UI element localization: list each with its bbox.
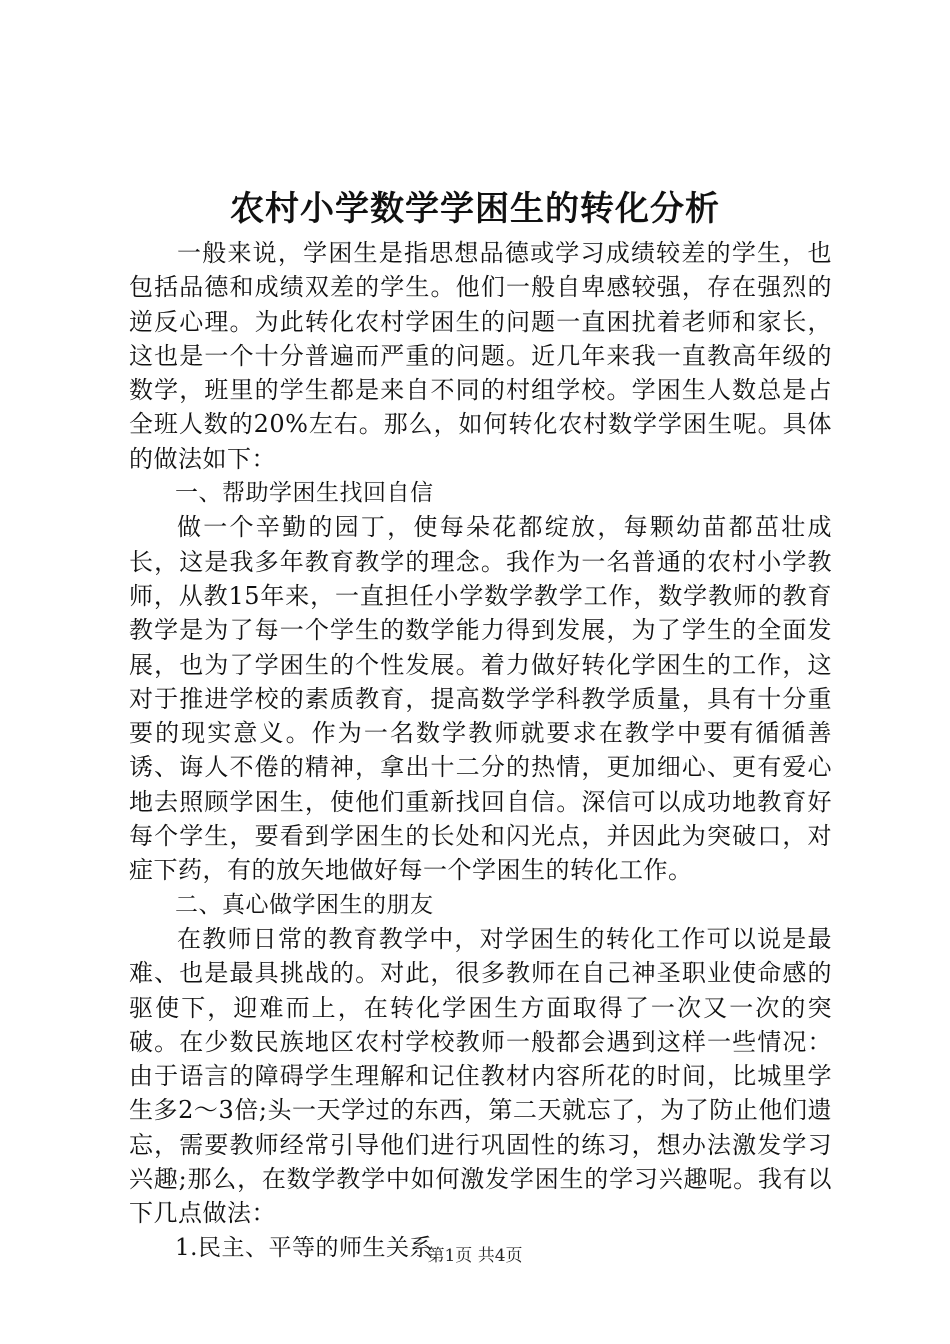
paragraph-intro: 一般来说，学困生是指思想品德或学习成绩较差的学生，也包括品德和成绩双差的学生。他们一般自卑感较强，存在强烈的逆反心理。为此转化农村学困生的问题一直困扰着老师和家长，这也是一个十分普遍而严重的问题。近几年来我一直教高年级的数学，班里的学生都是来自不同的村组学校。学困生人数总是占全班人数的20%左右。那么，如何转化农村数学学困生呢。具体的做法如下： <box>129 239 832 473</box>
section-heading-2: 二、真心做学困生的朋友 <box>175 891 434 918</box>
document-title: 农村小学数学学困生的转化分析 <box>230 189 720 229</box>
paragraph-section-1: 做一个辛勤的园丁，使每朵花都绽放，每颗幼苗都茁壮成长，这是我多年教育教学的理念。我作为一名普通的农村小学教师，从教15年来，一直担任小学数学教学工作，数学教师的教育教学是为了每一个学生的数学能力得到发展，为了学生的全面发展，也为了学困生的个性发展。着力做好转化学困生的工作，这对于推进学校的素质教育，提高数学学科教学质量，具有十分重要的现实意义。作为一名数学教师就要求在教学中要有循循善诱、诲人不倦的精神，拿出十二分的热情，更加细心、更有爱心地去照顾学困生，使他们重新找回自信。深信可以成功地教育好每个学生，要看到学困生的长处和闪光点，并因此为突破口，对症下药，有的放矢地做好每一个学困生的转化工作。 <box>129 513 832 885</box>
paragraph-section-2: 在教师日常的教育教学中，对学困生的转化工作可以说是最难、也是最具挑战的。对此，很多教师在自己神圣职业使命感的驱使下，迎难而上，在转化学困生方面取得了一次又一次的突破。在少数民族地区农村学校教师一般都会遇到这样一些情况：由于语言的障碍学生理解和记住教材内容所花的时间，比城里学生多2～3倍;头一天学过的东西，第二天就忘了，为了防止他们遗忘，需要教师经常引导他们进行巩固性的练习，想办法激发学习兴趣;那么，在数学教学中如何激发学困生的学习兴趣呢。我有以下几点做法： <box>129 924 832 1228</box>
section-heading-1: 一、帮助学困生找回自信 <box>175 480 434 507</box>
document-body <box>129 236 832 1265</box>
page-number-footer: 第1页 共4页 <box>427 1246 523 1266</box>
subsection-heading-1: 1.民主、平等的师生关系 <box>175 1234 433 1261</box>
